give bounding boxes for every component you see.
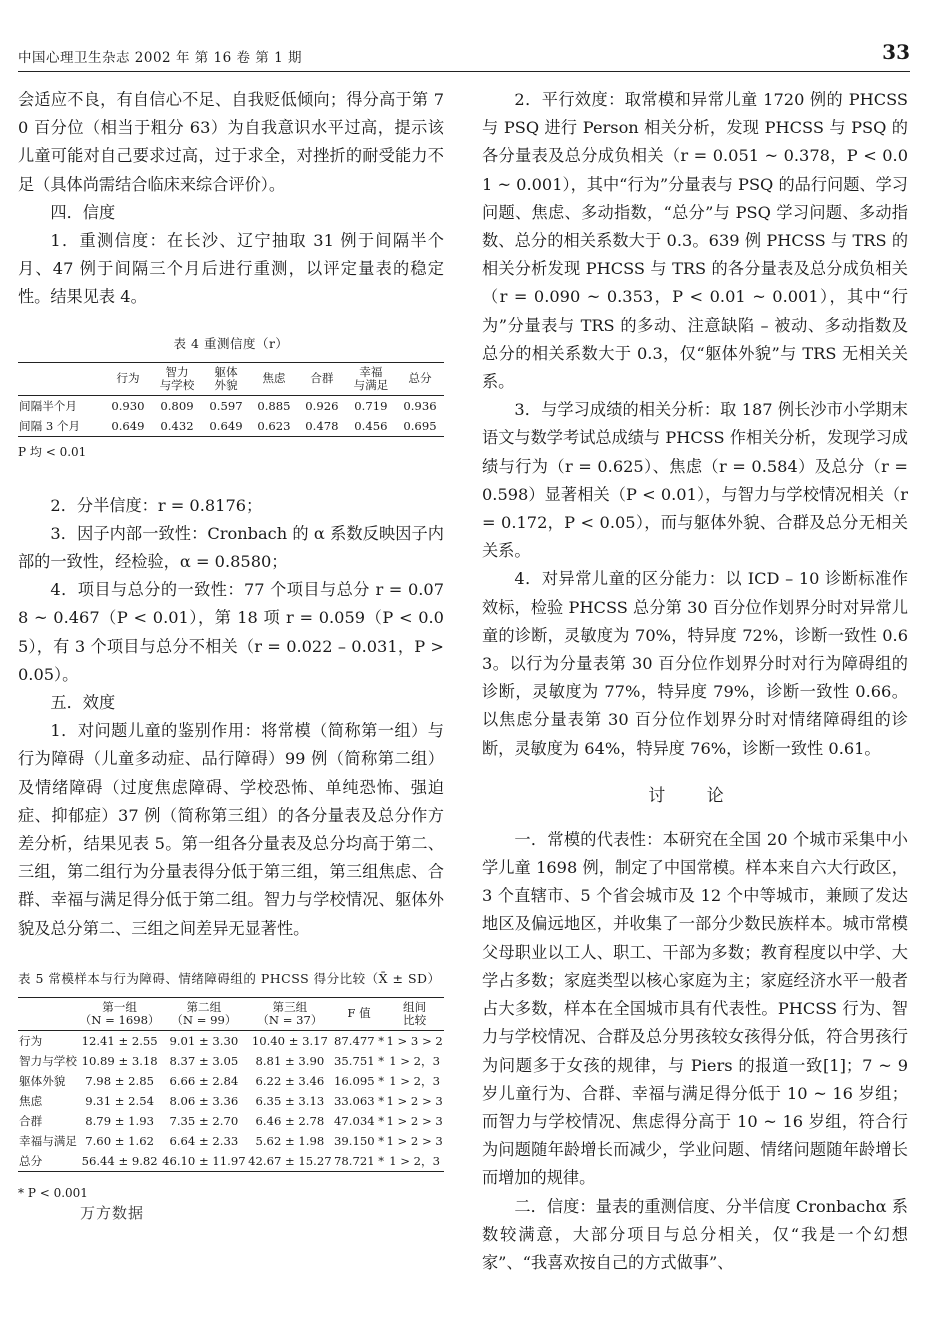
right-column [482,86,908,1277]
table5-cell: 6.66 ± 2.84 [169,1073,239,1088]
table5-cell: 16.095 * [334,1073,385,1088]
table5-cell: 5.62 ± 1.98 [255,1133,325,1148]
table5-cell: 47.034 * [334,1113,385,1128]
table4-caption: 表 4 重测信度（r） [173,335,289,351]
table4-header-cell: 智力 与学校 [152,362,202,395]
table5-cell: 10.40 ± 3.17 [251,1033,328,1048]
header-rule [18,71,910,72]
table4-cell: 0.719 [354,398,388,413]
table5-cell: 35.751 * [334,1053,385,1068]
table5-cell: 33.063 * [334,1093,385,1108]
table5 [18,997,444,1172]
table5-cell: 10.89 ± 3.18 [81,1053,158,1068]
discussion-heading: 讨 论 [648,785,742,806]
left-column [18,86,444,1223]
table4-cell: 0.623 [250,416,298,437]
table5-cell: 1 > 2，3 [385,1151,444,1172]
table4-header-cell: 焦虑 [250,362,298,395]
paragraph-intro: 会适应不良，有自信心不足、自我贬低倾向；得分高于第 70 百分位（相当于粗分 63）为自我意识水平过高，提示该儿童可能对自己要求过高，过于求全，对挫折的耐受能力不足（具体尚需结合临床来综合评价）。 [18,90,444,194]
page-header [18,40,910,66]
table5-header-cell: F 值 [333,997,385,1030]
table5-row-label: 幸福与满足 [19,1133,77,1148]
table5-cell: 9.31 ± 2.54 [85,1093,154,1108]
page-number: 33 [882,40,910,64]
table5-cell: 8.06 ± 3.36 [169,1093,239,1108]
table5-cell: 7.35 ± 2.70 [169,1113,239,1128]
paragraph-discrimination: 1．对问题儿童的鉴别作用：将常模（简称第一组）与行为障碍（儿童多动症、品行障碍）99 例（简称第二组）及情绪障碍（过度焦虑障碍、学校恐怖、单纯恐怖、强迫症、抑郁症）37 例（简称第三组）的各分量表及总分作方差分析，结果见表 5。第一组各分量表及总分均高于第二、三组，第二组行为分量表得分低于第三组，第三组焦虑、合群、幸福与满足得分低于第二组。智力与学校情况、躯体外貌及总分第二、三组之间差异无显著性。 [18,721,444,938]
table5-header-cell: 第三组 （N = 37） [247,997,333,1030]
table4-header-cell: 行为 [104,362,152,395]
table5-row [18,1151,444,1172]
table5-cell: 7.60 ± 1.62 [85,1133,154,1148]
table5-row [18,1131,444,1151]
table4-row-label: 间隔半个月 [19,398,77,413]
table5-cell: 6.64 ± 2.33 [169,1133,239,1148]
table4-cell: 0.432 [152,416,202,437]
table5-cell: 6.22 ± 3.46 [255,1073,325,1088]
table5-cell: 1 > 2 > 3 [386,1133,443,1148]
table4-header-cell: 幸福 与满足 [346,362,396,395]
table4-row-label: 间隔 3 个月 [18,416,104,437]
table4-header-cell: 总分 [396,362,444,395]
table5-cell: 8.81 ± 3.90 [255,1053,325,1068]
table5-row-label: 躯体外貌 [19,1073,66,1088]
table5-row-label: 智力与学校 [19,1053,77,1068]
table4-cell: 0.885 [257,398,291,413]
table5-cell: 39.150 * [334,1133,385,1148]
table5-cell: 1 > 3 > 2 [386,1033,443,1048]
paragraph-internal-consistency: 3．因子内部一致性：Cronbach 的 α 系数反映因子内部的一致性，经检验，α = 0.8580； [18,523,444,572]
table4-cell: 0.930 [111,398,145,413]
table5-cell: 78.721 * [333,1151,385,1172]
table5-row [18,1030,444,1051]
table4-cell: 0.695 [396,416,444,437]
table4 [18,362,444,437]
table5-row [18,1091,444,1111]
table5-cell: 1 > 2，3 [389,1053,441,1068]
section-heading-reliability: 四．信度 [50,202,116,222]
table4-cell: 0.649 [202,416,250,437]
table5-cell: 9.01 ± 3.30 [169,1033,239,1048]
table5-row [18,1051,444,1071]
paragraph-split-half: 2．分半信度：r = 0.8176； [50,495,263,515]
section-heading-validity: 五．效度 [50,693,116,713]
table5-cell: 1 > 2，3 [389,1073,441,1088]
paragraph-item-total: 4．项目与总分的一致性：77 个项目与总分 r = 0.078 ~ 0.467（P < 0.01），第 18 项 r = 0.059（P < 0.05），有 3 个项目与总分不相关（r = 0.022 – 0.031，P > 0.05）。 [18,580,444,684]
table5-row-label: 焦虑 [19,1093,43,1108]
table5-cell: 46.10 ± 11.97 [161,1151,247,1172]
table5-cell: 8.37 ± 3.05 [169,1053,239,1068]
watermark-text: 万方数据 [80,1203,145,1222]
paragraph-reliability-discussion: 二．信度：量表的重测信度、分半信度 Cronbachα 系数较满意，大部分项目与总分相关，仅“我是一个幻想家”、“我喜欢按自己的方式做事”、 [482,1196,908,1272]
table5-cell: 8.79 ± 1.93 [85,1113,154,1128]
paragraph-parallel-validity: 2．平行效度：取常模和异常儿童 1720 例的 PHCSS 与 PSQ 进行 Person 相关分析，发现 PHCSS 与 PSQ 的各分量表及总分成负相关（r = 0.051 ~ 0.378，P < 0.01 ~ 0.001），其中“行为”分量表与 PSQ 的品行问题、学习问题、焦虑、多动指数，“总分”与 PSQ 学习问题、多动指数、总分的相关系数大于 0.3。639 例 PHCSS 与 TRS 的相关分析发现 PHCSS 与 TRS 的各分量表及总分成负相关（r = 0.090 ~ 0.353，P < 0.01 ~ 0.001），其中“行为”分量表与 TRS 的多动、注意缺陷 – 被动、多动指数及总分的相关系数大于 0.3，仅“躯体外貌”与 TRS 无相关关系。 [482,90,908,392]
table4-cell: 0.809 [160,398,194,413]
table5-cell: 12.41 ± 2.55 [81,1033,158,1048]
table5-caption: 表 5 常模样本与行为障碍、情绪障碍组的 PHCSS 得分比较（X̄ ± SD） [18,970,441,986]
table5-cell: 6.46 ± 2.78 [255,1113,325,1128]
journal-info: 中国心理卫生杂志 2002 年 第 16 卷 第 1 期 [18,50,302,66]
table5-cell: 1 > 2 > 3 [386,1113,443,1128]
table5-cell: 56.44 ± 9.82 [78,1151,160,1172]
table5-row [18,1111,444,1131]
table5-note: * P < 0.001 [18,1185,88,1200]
table4-row [18,416,444,437]
table5-cell: 7.98 ± 2.85 [85,1073,154,1088]
table4-cell: 0.926 [305,398,339,413]
table5-cell: 42.67 ± 15.27 [247,1151,333,1172]
table5-header-cell: 第一组 （N = 1698） [78,997,160,1030]
table4-cell: 0.936 [403,398,437,413]
table4-cell: 0.478 [298,416,346,437]
table5-header-cell: 第二组 （N = 99） [161,997,247,1030]
table5-row-label: 合群 [19,1113,43,1128]
table5-row-label: 行为 [19,1033,43,1048]
table4-header-cell: 躯体 外貌 [202,362,250,395]
table4-cell: 0.597 [209,398,243,413]
table5-cell: 6.35 ± 3.13 [255,1093,325,1108]
table4-header-cell: 合群 [298,362,346,395]
table4-cell: 0.649 [104,416,152,437]
table5-header-cell [18,997,78,1030]
table5-cell: 1 > 2 > 3 [386,1093,443,1108]
table5-cell: 87.477 * [334,1033,385,1048]
table5-row [18,1071,444,1091]
paragraph-norm-representativeness: 一．常模的代表性：本研究在全国 20 个城市采集中小学儿童 1698 例，制定了中国常模。样本来自六大行政区，3 个直辖市、5 个省会城市及 12 个中等城市，兼顾了发达地区及偏远地区，并收集了一部分少数民族样本。城市常模父母职业以工人、职工、干部为多数；教育程度以中学、大学占多数；家庭类型以核心家庭为主；家庭经济水平一般者占大多数，样本在全国城市具有代表性。PHCSS 行为、智力与学校情况、合群及总分男孩较女孩得分低，符合男孩行为问题多于女孩的规律，与 Piers 的报道一致[1]；7 ~ 9 岁儿童行为、合群、幸福与满足得分低于 10 ~ 16 岁组；而智力与学校情况、焦虑得分高于 10 ~ 16 岁组，符合行为问题随年龄增长而减少，学业问题、情绪问题随年龄增长而增加的规律。 [482,829,908,1188]
table5-row-label: 总分 [18,1151,78,1172]
table4-note: P 均 < 0.01 [18,444,87,459]
table5-header-cell: 组间 比较 [385,997,444,1030]
table4-header-cell [18,362,104,395]
paragraph-academic-correlation: 3．与学习成绩的相关分析：取 187 例长沙市小学期末语文与数学考试总成绩与 PHCSS 作相关分析，发现学习成绩与行为（r = 0.625）、焦虑（r = 0.584）及总分（r = 0.598）显著相关（P < 0.01），与智力与学校情况相关（r = 0.172，P < 0.05），而与躯体外貌、合群及总分无相关关系。 [482,400,908,561]
table4-row [18,395,444,416]
paragraph-retest: 1．重测信度：在长沙、辽宁抽取 31 例于间隔半个月、47 例于间隔三个月后进行重测，以评定量表的稳定性。结果见表 4。 [18,231,444,307]
table4-cell: 0.456 [346,416,396,437]
paragraph-distinguish-ability: 4．对异常儿童的区分能力：以 ICD – 10 诊断标准作效标，检验 PHCSS 总分第 30 百分位作划界分时对异常儿童的诊断，灵敏度为 70%，特异度 72%，诊断一致性 0.63。以行为分量表第 30 百分位作划界分时对行为障碍组的诊断，灵敏度为 77%，特异度 79%，诊断一致性 0.66。以焦虑分量表第 30 百分位作划界分时对情绪障碍组的诊断，灵敏度为 64%，特异度 76%，诊断一致性 0.61。 [482,569,908,758]
